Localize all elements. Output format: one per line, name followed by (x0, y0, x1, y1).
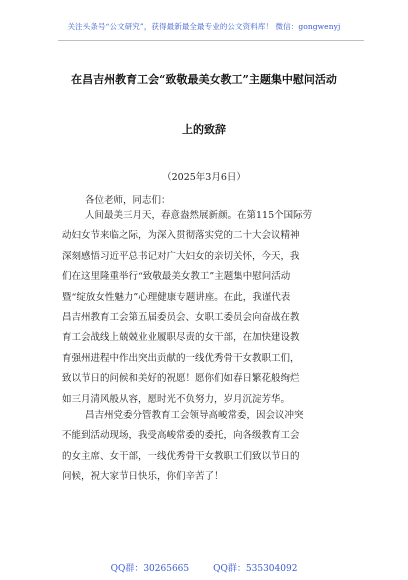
paragraph-line: 深刻感悟习近平总书记对广大妇女的亲切关怀，今天，我 (62, 250, 300, 262)
paragraph-line: 育强州进程中作出突出贡献的一线优秀骨干女教职工们， (62, 352, 300, 364)
paragraph-2 (62, 406, 304, 488)
header-promo-note: 关注头条号“公文研究”，获得最新最全最专业的公文资料库！ 微信：gongwenyj (67, 22, 341, 31)
document-title-line1: 在昌吉州教育工会“致敬最美女教工”主题集中慰问活动 (71, 73, 337, 86)
paragraph-line: 们在这里隆重举行“致敬最美女教工”主题集中慰问活动 (62, 271, 291, 283)
paragraph-line: 暨“绽放女性魅力”心理健康专题讲座。在此，我谨代表 (62, 291, 291, 303)
document-title-line2: 上的致辞 (182, 123, 226, 136)
footer-qq-group-2: QQ群：535304092 (213, 564, 298, 574)
salutation: 各位老师，同志们： (85, 195, 171, 206)
paragraph-line: 如三月清风般从容，愿时光不负努力，岁月沉淀芳华。 (62, 393, 291, 405)
paragraph-line: 动妇女节来临之际，为深入贯彻落实党的二十大会议精神 (62, 230, 300, 242)
header-divider (58, 40, 364, 41)
paragraph-1 (62, 206, 312, 410)
footer-contact (0, 561, 408, 574)
paragraph-line: 育工会战线上兢兢业业履职尽责的女干部，在加快建设教 (62, 332, 300, 344)
paragraph-line: 人间最美三月天，春意盎然展新颜。在第115个国际劳 (85, 210, 313, 221)
paragraph-line: 不能到活动现场，我受高峻常委的委托，向各级教育工会 (62, 430, 300, 442)
paragraph-line: 的女主席、女干部，一线优秀骨干女教职工们致以节日的 (62, 450, 300, 462)
paragraph-line: 致以节日的问候和美好的祝愿！愿你们如春日繁花般绚烂 (62, 373, 300, 385)
paragraph-line: 昌吉州党委分管教育工会领导高峻常委，因会议冲突 (85, 410, 304, 421)
document-date: （2025年3月6日） (162, 172, 246, 183)
paragraph-line: 问候，祝大家节日快乐，你们辛苦了！ (62, 471, 224, 483)
paragraph-line: 昌吉州教育工会第五届委员会、女职工委员会向奋战在教 (62, 311, 300, 323)
footer-qq-group-1: QQ群：30265665 (110, 564, 190, 574)
